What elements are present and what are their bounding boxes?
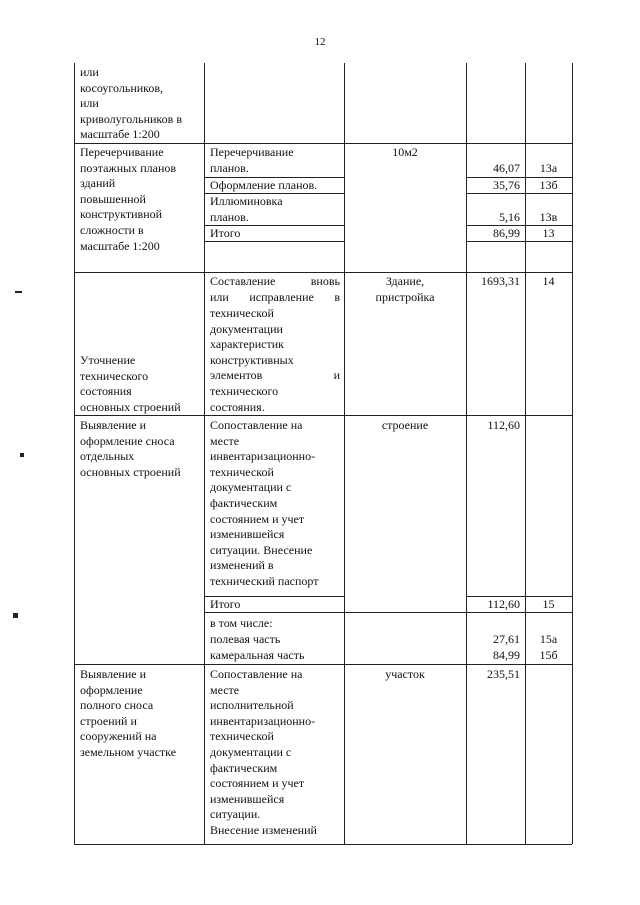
row-divider (74, 143, 572, 144)
table-code: 14 (542, 274, 555, 288)
unit-cell: Здание, пристройка (375, 274, 435, 304)
unit-cell: участок (385, 667, 425, 681)
table-column-divider (344, 63, 345, 844)
table-code: 15 (542, 597, 555, 611)
price-value: 112,60 (487, 418, 520, 432)
price-value: 35,76 (493, 178, 520, 192)
description-line: элементов и (210, 368, 340, 382)
scan-mark (15, 291, 22, 293)
page-number: 12 (314, 36, 326, 48)
work-type-cell: или косоугольников, или криволугольников в масштабе 1:200 (80, 65, 182, 142)
total-label: Итого (210, 597, 241, 611)
price-value: 46,07 (493, 161, 520, 175)
work-type-cell: Выявление и оформление полного сноса строений и сооружений на земельном участке (80, 667, 177, 759)
table-code: 15а (539, 632, 558, 646)
description-text: Сопоставление на месте инвентаризационно- технической документации с фактическим состоянием и учет изменившейся ситуации. Внесение изменений в технический паспорт (210, 418, 319, 588)
price-value: 1693,31 (481, 274, 520, 288)
table-code: 13б (539, 178, 558, 192)
field-part-label: полевая часть (210, 632, 281, 646)
description-text: технической документации характеристик конструктивных (210, 306, 294, 367)
row-divider (74, 664, 572, 665)
table-border-left (74, 63, 75, 844)
row-divider (74, 272, 572, 273)
description-text: Сопоставление на месте исполнительной инвентаризационно- технической документации с фактическим состоянием и учет изменившейся ситуации. Внесение изменений (210, 667, 317, 837)
price-value: 235,51 (487, 667, 520, 681)
table-code: 13 (542, 226, 555, 240)
work-type-cell: Уточнение технического состояния основных строений (80, 353, 181, 414)
work-item-name: Итого (210, 226, 241, 240)
table-column-divider (204, 63, 205, 844)
office-part-label: камеральная часть (210, 648, 305, 662)
table-border-right (572, 63, 573, 844)
work-item-name: Иллюминовка планов. (210, 194, 283, 224)
work-type-cell: Выявление и оформление сноса отдельных основных строений (80, 418, 181, 479)
including-label: в том числе: (210, 616, 273, 630)
scan-mark (20, 453, 24, 457)
table-code: 13а (539, 161, 558, 175)
total-value: 112,60 (487, 597, 520, 611)
description-text: технического состояния. (210, 384, 279, 414)
scan-mark (13, 613, 18, 618)
description-line: Составление вновь (210, 274, 340, 288)
table-code: 13в (539, 210, 558, 224)
total-value: 86,99 (493, 226, 520, 240)
table-code: 15б (539, 648, 558, 662)
unit-cell: 10м2 (392, 145, 418, 159)
price-value: 5,16 (499, 210, 520, 224)
description-line: или исправление в (210, 290, 340, 304)
table-border-bottom (74, 844, 572, 845)
work-type-cell: Перечерчивание поэтажных планов зданий повышенной конструктивной сложности в масштабе 1:200 (80, 145, 177, 253)
work-item-name: Перечерчивание планов. (210, 145, 294, 175)
unit-cell: строение (381, 418, 429, 432)
field-part-value: 27,61 (493, 632, 520, 646)
work-item-name: Оформление планов. (210, 178, 318, 192)
office-part-value: 84,99 (493, 648, 520, 662)
